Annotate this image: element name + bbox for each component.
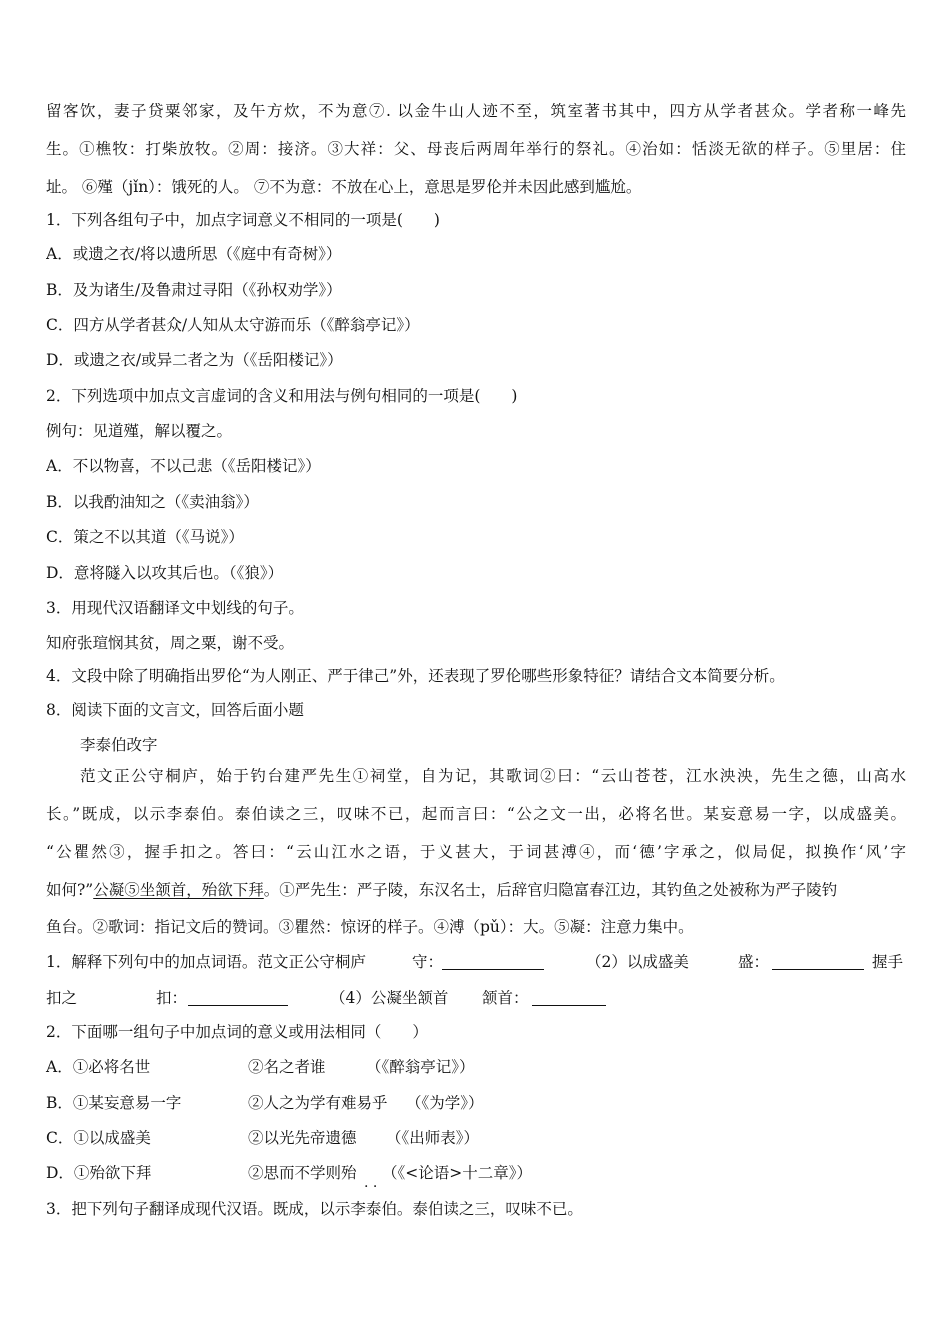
question-2-option-c: C．策之不以其道（《马说》） — [46, 528, 244, 546]
passage-text: 如何?” — [46, 881, 94, 899]
option-left: C．①以成盛美 — [46, 1129, 151, 1147]
emphasis-dots: . . — [364, 1175, 378, 1191]
option-right: ②人之为学有难易乎 — [248, 1094, 388, 1112]
passage-line: 留客饮，妻子贷粟邻家，及午方炊，不为意⑦. 以金牛山人迹不至，筑室著书其中，四方从学者甚众。学者称一峰先 — [46, 102, 906, 120]
option-right: ②名之者谁 — [248, 1058, 326, 1076]
option-source: （《出师表》） — [386, 1129, 480, 1147]
option-source: （《为学》） — [406, 1094, 484, 1112]
sub-question-1-part-3-cont: 扣之 — [46, 989, 78, 1007]
question-1-option-c: C．四方从学者甚众/人知从太守游而乐（《醉翁亭记》） — [46, 316, 420, 334]
passage-2-line: 长。”既成，以示李泰伯。泰伯读之三，叹味不已，起而言曰：“公之文一出，必将名世。某妄意易一字，以成盛美。 — [46, 805, 906, 823]
passage-2-line — [46, 879, 906, 901]
sub-question-1-part-1: 1．解释下列句中的加点词语。范文正公守桐庐 — [46, 953, 366, 971]
answer-blank-sheng[interactable] — [772, 953, 864, 970]
hanshou-label: 颔首： — [482, 989, 529, 1007]
passage-title: 李泰伯改字 — [80, 736, 158, 754]
option-right: ②以光先帝遗德 — [248, 1129, 357, 1147]
passage-text: 。①严先生：严子陵，东汉名士，后辞官归隐富春江边，其钓鱼之处被称为严子陵钓 — [263, 881, 838, 899]
option-left: B．①某妄意易一字 — [46, 1094, 182, 1112]
question-3-stem: 3．用现代汉语翻译文中划线的句子。 — [46, 599, 304, 617]
kou-label: 扣： — [156, 989, 188, 1007]
question-2-example: 例句：见道殣，解以覆之。 — [46, 422, 233, 440]
passage-2-line: “公瞿然③，握手扣之。答曰：“云山江水之语，于义甚大，于词甚溥④，而‘德’字承之，似局促，拟换作‘风’字 — [46, 843, 906, 861]
question-4-stem: 4．文段中除了明确指出罗伦“为人刚正、严于律己”外，还表现了罗伦哪些形象特征？请结合文本简要分析。 — [46, 667, 785, 685]
question-3-sentence: 知府张瑄悯其贫，周之粟，谢不受。 — [46, 634, 295, 652]
answer-blank-kou[interactable] — [188, 989, 288, 1006]
passage-2-line: 范文正公守桐庐，始于钓台建严先生①祠堂，自为记，其歌词②曰：“云山苍苍，江水泱泱，先生之德，山高水 — [80, 767, 906, 785]
passage-2-notes: 鱼台。②歌词：指记文后的赞词。③瞿然：惊讶的样子。④溥（pǔ）：大。⑤凝：注意力集中。 — [46, 918, 694, 936]
sub-question-1-part-2: （2）以成盛美 — [586, 953, 689, 971]
option-left: D．①殆欲下拜 — [46, 1164, 152, 1182]
passage-notes-line: 址。 ⑥殣（jǐn）：饿死的人。 ⑦不为意：不放在心上，意思是罗伦并未因此感到尴尬。 — [46, 178, 642, 196]
question-2-option-a: A．不以物喜，不以己悲（《岳阳楼记》） — [46, 457, 321, 475]
answer-blank-hanshou[interactable] — [532, 989, 606, 1006]
sub-question-3-stem: 3．把下列句子翻译成现代汉语。既成，以示李泰伯。泰伯读之三，叹味不已。 — [46, 1200, 583, 1218]
question-2-option-b: B．以我酌油知之（《卖油翁》） — [46, 493, 259, 511]
passage-notes-line: 生。①樵牧：打柴放牧。②周：接济。③大祥：父、母丧后两周年举行的祭礼。④治如：恬淡无欲的样子。⑤里居：住 — [46, 140, 906, 158]
section-8-heading: 8．阅读下面的文言文，回答后面小题 — [46, 701, 304, 719]
option-right: ②思而不学则殆 — [248, 1164, 357, 1182]
option-source: （《醉翁亭记》） — [366, 1058, 475, 1076]
sub-question-2-stem: 2．下面哪一组句子中加点词的意义或用法相同（ ） — [46, 1023, 428, 1041]
question-2-option-d: D．意将隧入以攻其后也。（《狼》） — [46, 564, 284, 582]
question-1-option-b: B．及为诸生/及鲁肃过寻阳（《孙权劝学》） — [46, 281, 342, 299]
question-1-option-d: D．或遗之衣/或异二者之为（《岳阳楼记》） — [46, 351, 343, 369]
question-1-option-a: A．或遗之衣/将以遗所思（《庭中有奇树》） — [46, 245, 342, 263]
sub-question-1-part-4: （4）公凝坐颔首 — [330, 989, 449, 1007]
question-1-stem: 1．下列各组句子中，加点字词意义不相同的一项是( ) — [46, 211, 440, 229]
sub-question-1-part-3: 握手 — [872, 953, 904, 971]
sheng-label: 盛： — [738, 953, 770, 971]
answer-blank-shou[interactable] — [442, 953, 544, 970]
option-left: A．①必将名世 — [46, 1058, 151, 1076]
shou-label: 守： — [412, 953, 444, 971]
option-source: （《<论语>十二章》） — [382, 1164, 532, 1182]
question-2-stem: 2．下列选项中加点文言虚词的含义和用法与例句相同的一项是( ) — [46, 387, 518, 405]
underlined-sentence: 公凝⑤坐颔首，殆欲下拜 — [93, 881, 264, 899]
